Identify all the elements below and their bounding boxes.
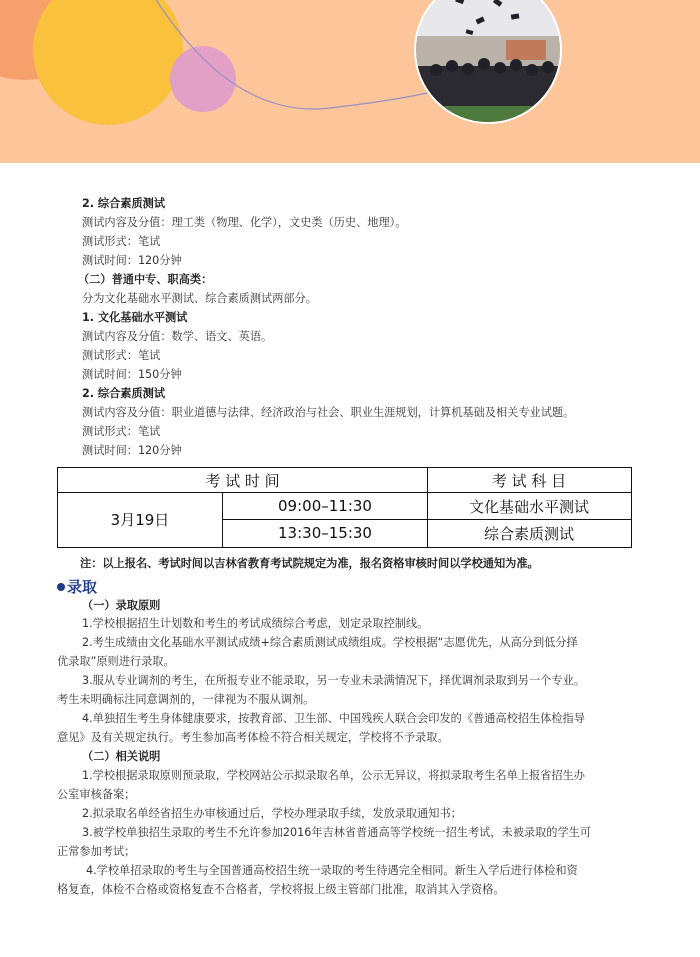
principle-1: 1.学校根据招生计划数和考生的考试成绩综合考虑，划定录取控制线。: [82, 617, 429, 630]
principles-title: （一）录取原则: [82, 599, 161, 612]
row-1-time: 09:00–11:30: [278, 497, 372, 515]
comp-test-time: 测试时间：120分钟: [82, 254, 182, 267]
principle-2a: 2.考生成绩由文化基础水平测试成绩+综合素质测试成绩组成。学校根据“志愿优先，从高分到低分择: [82, 636, 578, 649]
note-2: 2.拟录取名单经省招生办审核通过后，学校办理录取手续，发放录取通知书；: [82, 807, 462, 820]
header-exam-subject: 考 试 科 目: [491, 471, 567, 490]
culture-test-time: 测试时间：150分钟: [82, 368, 182, 381]
principle-4b: 意见》及有关规定执行。考生参加高考体检不符合相关规定，学校将不予录取。: [57, 731, 449, 744]
comp2-test-time: 测试时间：120分钟: [82, 444, 182, 457]
note-4a: 4.学校单招录取的考生与全国普通高校招生统一录取的考生待遇完全相同。新生入学后进行体检和资: [86, 864, 578, 877]
header-exam-time: 考 试 时 间: [205, 471, 280, 490]
schedule-note: 注：以上报名、考试时间以吉林省教育考试院规定为准，报名资格审核时间以学校通知为准。: [80, 557, 539, 570]
culture-test-title: 1. 文化基础水平测试: [82, 311, 188, 324]
principle-3a: 3.服从专业调剂的考生，在所报专业不能录取，另一专业未录满情况下，择优调剂录取到另一个专业。: [82, 674, 585, 687]
row-2-time: 13:30–15:30: [278, 524, 372, 542]
admission-heading-text: 录取: [67, 578, 98, 596]
bullet-icon: [57, 583, 65, 591]
principle-2b: 优录取”原则进行录取。: [57, 655, 175, 668]
culture-test-form: 测试形式：笔试: [82, 349, 161, 362]
row-2-subject: 综合素质测试: [483, 524, 574, 543]
principle-3b: 考生未明确标注同意调剂的，一律视为不服从调剂。: [57, 693, 315, 706]
vocational-heading: （二）普通中专、职高类：: [78, 273, 213, 286]
note-4b: 格复查，体检不合格或资格复查不合格者，学校将报上级主管部门批准，取消其入学资格。: [57, 883, 505, 896]
note-1a: 1.学校根据录取原则预录取，学校网站公示拟录取名单，公示无异议，将拟录取考生名单上报省招生办: [82, 769, 585, 782]
vocational-intro: 分为文化基础水平测试、综合素质测试两部分。: [82, 292, 317, 305]
principle-4a: 4.单独招生考生身体健康要求，按教育部、卫生部、中国残疾人联合会印发的《普通高校招生体检指导: [82, 712, 585, 725]
comp-test-title: 2. 综合素质测试: [82, 197, 166, 210]
comp-test-content: 测试内容及分值：理工类（物理、化学），文史类（历史、地理）。: [82, 216, 407, 229]
comp2-test-form: 测试形式：笔试: [82, 425, 161, 438]
note-3a: 3.被学校单独招生录取的考生不允许参加2016年吉林省普通高等学校统一招生考试，未被录取的学生可: [82, 826, 592, 839]
notes-title: （二）相关说明: [82, 750, 161, 763]
decorative-arc: [0, 0, 700, 163]
exam-schedule-table: [57, 467, 632, 548]
exam-date: 3月19日: [110, 511, 170, 529]
admission-heading: [57, 576, 97, 597]
comp2-test-content: 测试内容及分值：职业道德与法律、经济政治与社会、职业生涯规划，计算机基础及相关专业试题。: [82, 406, 575, 419]
note-1b: 公室审核备案；: [57, 788, 136, 801]
note-3b: 正常参加考试；: [57, 845, 136, 858]
header-banner: [0, 0, 700, 163]
comp-test-form: 测试形式：笔试: [82, 235, 161, 248]
culture-test-content: 测试内容及分值：数学、语文、英语。: [82, 330, 273, 343]
comp2-test-title: 2. 综合素质测试: [82, 387, 166, 400]
row-1-subject: 文化基础水平测试: [468, 497, 589, 516]
